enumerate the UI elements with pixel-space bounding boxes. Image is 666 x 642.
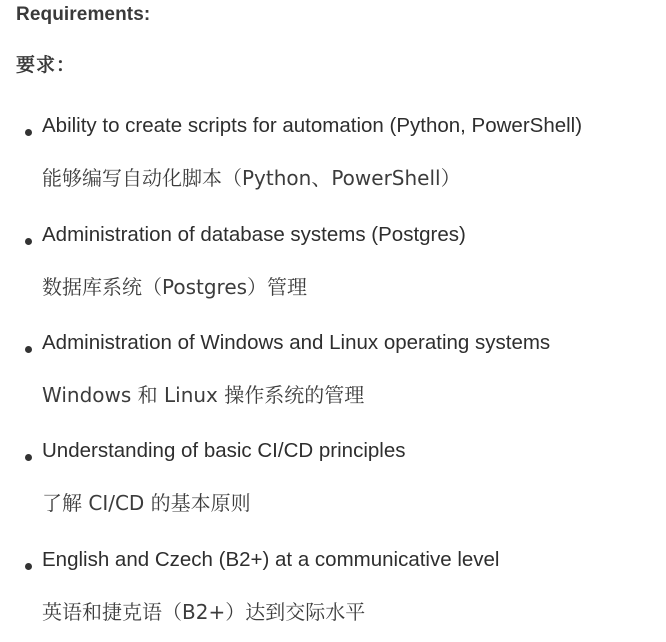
list-item (0, 217, 666, 317)
requirement-zh: Windows 和 Linux 操作系统的管理 (42, 383, 365, 407)
requirement-en: English and Czech (B2+) at a communicative level (42, 548, 500, 571)
requirement-en: Administration of Windows and Linux operating systems (42, 331, 551, 354)
requirements-heading-en: Requirements: (16, 4, 151, 25)
list-item (0, 542, 666, 642)
requirement-zh: 数据库系统（Postgres）管理 (42, 275, 308, 299)
bullet-icon (25, 563, 32, 570)
list-item (0, 108, 666, 208)
list-item (0, 325, 666, 425)
list-item (0, 433, 666, 533)
requirement-en: Ability to create scripts for automation (Python, PowerShell) (42, 114, 583, 137)
bullet-icon (25, 454, 32, 461)
requirement-en: Administration of database systems (Postgres) (42, 223, 466, 246)
requirement-zh: 了解 CI/CD 的基本原则 (42, 491, 251, 515)
requirements-heading-zh: 要求： (16, 54, 77, 76)
requirement-zh: 英语和捷克语（B2+）达到交际水平 (42, 600, 366, 624)
requirement-zh: 能够编写自动化脚本（Python、PowerShell） (42, 166, 461, 190)
requirement-en: Understanding of basic CI/CD principles (42, 439, 406, 462)
bullet-icon (25, 346, 32, 353)
bullet-icon (25, 129, 32, 136)
bullet-icon (25, 238, 32, 245)
